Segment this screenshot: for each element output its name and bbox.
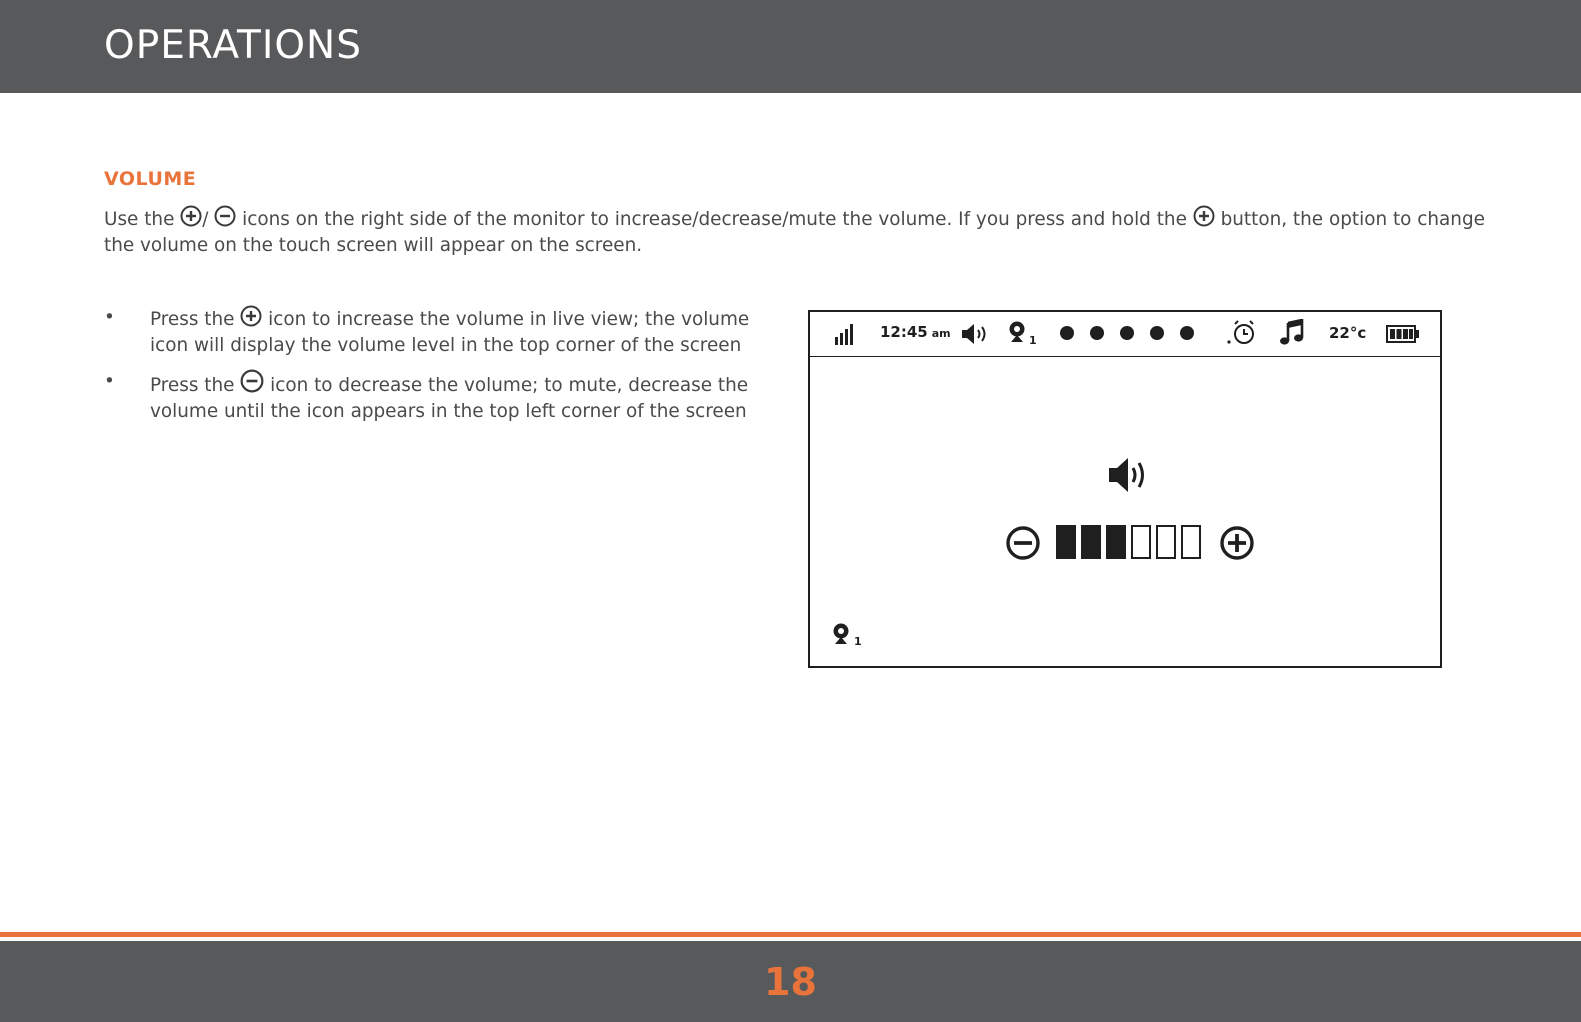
list-item bbox=[104, 305, 764, 359]
bullet-text-post: icon to decrease the volume; to mute, decrease the volume until the icon appears in the top left corner of the screen bbox=[150, 375, 749, 422]
clock-ampm: am bbox=[931, 327, 951, 340]
clock-value: 12:45 bbox=[880, 323, 928, 341]
page-header bbox=[0, 0, 1581, 93]
bullet-marker: • bbox=[104, 307, 115, 328]
status-dot bbox=[1060, 326, 1074, 340]
plus-circle-icon bbox=[240, 305, 262, 327]
bullet-text-pre: Press the bbox=[150, 375, 241, 396]
page-number: 18 bbox=[764, 960, 817, 1004]
camera-index: 1 bbox=[1029, 334, 1037, 347]
camera-index: 1 bbox=[854, 635, 862, 648]
bullet-list bbox=[104, 305, 764, 435]
status-dot bbox=[1180, 326, 1194, 340]
minus-circle-icon bbox=[240, 369, 264, 393]
clock-time bbox=[880, 323, 951, 341]
temperature-readout: 22°c bbox=[1329, 324, 1367, 342]
section-title: VOLUME bbox=[104, 168, 197, 190]
list-item bbox=[104, 369, 764, 425]
intro-paragraph bbox=[104, 205, 1504, 259]
plus-circle-icon bbox=[1193, 205, 1215, 227]
alarm-icon bbox=[1226, 319, 1258, 347]
page-title: OPERATIONS bbox=[104, 23, 362, 68]
footer-accent-line bbox=[0, 932, 1581, 937]
intro-text-3: icons on the right side of the monitor to increase/decrease/mute the volume. If you press and hold the bbox=[236, 209, 1193, 230]
status-bar bbox=[810, 312, 1440, 357]
intro-text-1: Use the bbox=[104, 209, 181, 230]
volume-segment-empty bbox=[1181, 525, 1201, 559]
volume-level-bar bbox=[1056, 525, 1206, 559]
volume-segment-filled bbox=[1081, 525, 1101, 559]
volume-increase-icon bbox=[1218, 524, 1256, 562]
volume-segment-empty bbox=[1131, 525, 1151, 559]
bullet-text-pre: Press the bbox=[150, 309, 241, 330]
bullet-marker: • bbox=[104, 371, 115, 392]
status-dot bbox=[1120, 326, 1134, 340]
volume-decrease-icon bbox=[1004, 524, 1042, 562]
camera-icon bbox=[1006, 320, 1028, 344]
status-dots bbox=[1060, 325, 1210, 344]
battery-icon bbox=[1386, 324, 1420, 344]
intro-text-2: / bbox=[202, 209, 215, 230]
camera-icon bbox=[830, 622, 852, 646]
volume-speaker-icon bbox=[1106, 454, 1150, 496]
intro-text-4: button, the option to change the volume on the touch screen will appear on the screen. bbox=[104, 209, 1485, 256]
volume-segment-empty bbox=[1156, 525, 1176, 559]
monitor-screen-illustration bbox=[808, 310, 1442, 668]
volume-segment-filled bbox=[1106, 525, 1126, 559]
minus-circle-icon bbox=[214, 205, 236, 227]
bullet-text-post: icon to increase the volume in live view; the volume icon will display the volume level in the top corner of the screen bbox=[150, 309, 750, 356]
speaker-icon bbox=[960, 321, 990, 347]
plus-circle-icon bbox=[180, 205, 202, 227]
status-dot bbox=[1090, 326, 1104, 340]
signal-icon bbox=[834, 322, 856, 346]
status-dot bbox=[1150, 326, 1164, 340]
volume-segment-filled bbox=[1056, 525, 1076, 559]
music-icon bbox=[1278, 319, 1306, 347]
